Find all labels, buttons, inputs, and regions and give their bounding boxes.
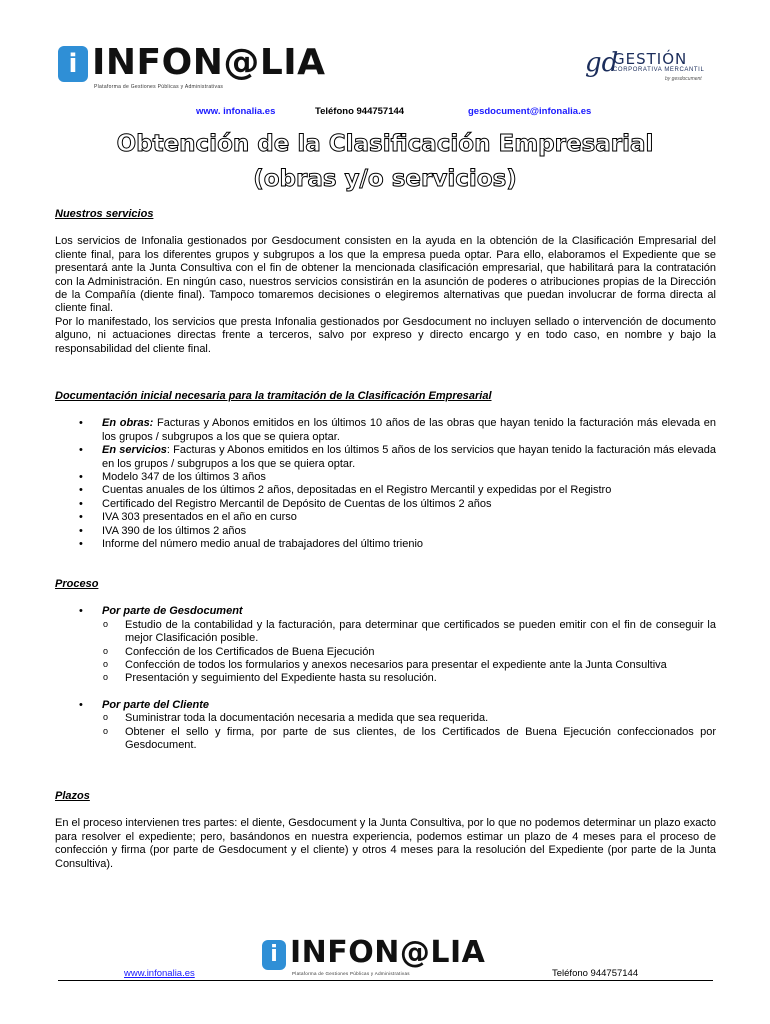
- group-title: Por parte del Cliente: [102, 698, 209, 711]
- section-servicios: [55, 208, 716, 356]
- list-item: [55, 605, 716, 685]
- list-item: • IVA 390 de los últimos 2 años: [55, 525, 716, 538]
- group-title: Por parte de Gesdocument: [102, 605, 243, 618]
- section-proceso: [55, 578, 716, 752]
- header-email-link[interactable]: gesdocument@infonalia.es: [468, 106, 592, 117]
- sub-list: [102, 619, 716, 686]
- section-heading: Nuestros servicios: [55, 208, 154, 220]
- sub-list-item: o Obtener el sello y firma, por parte de sus clientes, de los Certificados de Buena Ejecución confeccionados por Gesdocument.: [102, 726, 716, 753]
- footer-web-link[interactable]: www.infonalia.es: [124, 968, 195, 979]
- list-item: • En servicios: Facturas y Abonos emitidos en los últimos 5 años de los servicios que hayan tenido la facturación más elevada en los grupos / subgrupos a los que se quiera optar.: [55, 444, 716, 471]
- paragraph: Por lo manifestado, los servicios que presta Infonalia gestionados por Gesdocument no incluyen sellado o intervención de documento alguno, ni actuaciones directas frente a terceros, salvo por expreso y directo encargo y en todo caso, en nombre y bajo la responsabilidad del cliente final.: [55, 315, 716, 355]
- paragraph: En el proceso intervienen tres partes: el diente, Gesdocument y la Junta Consultiva, por lo que no podemos determinar un plazo exacto para resolver el expediente; pero, basándonos en nuestra experiencia, podemos estimar un plazo de 4 meses para el proceso de confección y firma (por parte de Gesdocument y el cliente) y otros 4 meses para la resolución del Expediente (por parte de la Junta Consultiva).: [55, 817, 716, 870]
- header-phone: Teléfono 944757144: [315, 106, 405, 117]
- logo-wordmark: INFON@LIA: [92, 42, 326, 83]
- gd-subtitle: CORPORATIVA MERCANTIL: [613, 67, 705, 73]
- footer-divider: [58, 980, 713, 981]
- section-heading: Documentación inicial necesaria para la tramitación de la Clasificación Empresarial: [55, 390, 492, 402]
- list-item: • En obras: Facturas y Abonos emitidos en los últimos 10 años de las obras que hayan tenido la facturación más elevada en los grupos / subgrupos a los que se quiera optar.: [55, 417, 716, 444]
- list-item: • Informe del número medio anual de trabajadores del último trienio: [55, 538, 716, 551]
- process-list: [55, 605, 716, 752]
- gd-name: GESTIÓN: [613, 50, 688, 68]
- info-icon: i: [262, 940, 286, 970]
- sub-list-item: o Confección de todos los formularios y anexos necesarios para presentar el expediente ante la Junta Consultiva: [102, 659, 716, 672]
- sub-list-item: o Confección de los Certificados de Buena Ejecución: [102, 646, 716, 659]
- list-item: • IVA 303 presentados en el año en curso: [55, 511, 716, 524]
- page-title-line-2: (obras y/o servicios): [253, 166, 517, 192]
- list-item: • Modelo 347 de los últimos 3 años: [55, 471, 716, 484]
- list-item: • Certificado del Registro Mercantil de Depósito de Cuentas de los últimos 2 años: [55, 498, 716, 511]
- section-plazos: [55, 790, 716, 871]
- gd-mark: gd: [585, 48, 619, 78]
- logo-tagline: Plataforma de Gestiones Públicas y Administrativas: [292, 971, 410, 976]
- documentation-list: [55, 417, 716, 551]
- footer-infonalia-logo: [262, 935, 492, 982]
- logo-tagline: Plataforma de Gestiones Públicas y Administrativas: [94, 84, 224, 90]
- logo-wordmark: INFON@LIA: [290, 935, 486, 970]
- sub-list-item: o Presentación y seguimiento del Expediente hasta su resolución.: [102, 672, 716, 685]
- info-icon: i: [58, 46, 88, 82]
- sub-list: [102, 712, 716, 752]
- footer-phone: Teléfono 944757144: [552, 968, 639, 979]
- list-item: [55, 699, 716, 753]
- page-title-line-1: Obtención de la Clasificación Empresarial: [116, 131, 654, 157]
- list-item: • Cuentas anuales de los últimos 2 años, depositadas en el Registro Mercantil y expedidas por el Registro: [55, 484, 716, 497]
- sub-list-item: o Estudio de la contabilidad y la facturación, para determinar que certificados se pueden emitir con el fin de conseguir la mejor Clasificación posible.: [102, 619, 716, 646]
- infonalia-logo: [58, 44, 328, 94]
- header-web-link[interactable]: www. infonalia.es: [196, 106, 276, 117]
- gd-subtitle-2: by gesdocument: [665, 76, 702, 82]
- section-heading: Plazos: [55, 790, 90, 802]
- section-documentacion: [55, 390, 716, 551]
- sub-list-item: o Suministrar toda la documentación necesaria a medida que sea requerida.: [102, 712, 716, 725]
- section-heading: Proceso: [55, 578, 99, 590]
- gd-gestion-logo: [585, 48, 715, 88]
- paragraph: Los servicios de Infonalia gestionados por Gesdocument consisten en la ayuda en la obtención de la Clasificación Empresarial del cliente final, para los diferentes grupos y subgrupos a los que la empresa pueda optar. Para ello, elaboramos el Expediente que se presentará ante la Junta Consultiva con el fin de obtener la mencionada clasificación empresarial, que habilitará para la contratación con la Administración. En ningún caso, nuestros servicios consistirán en la asunción de poderes o atribuciones propias de la Dirección de la Compañía (diente final). Tampoco tomaremos decisiones o elegiremos alternativas que puedan involucrar de forma directa al cliente final.: [55, 235, 716, 315]
